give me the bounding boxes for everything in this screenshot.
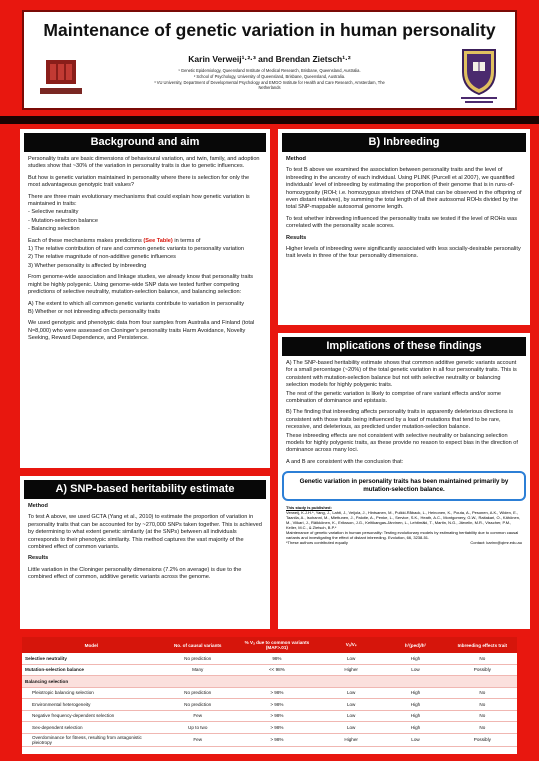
prediction-item: 3) Whether personality is affected by inbreeding [28, 262, 147, 269]
table-cell: Higher [319, 664, 383, 676]
table-cell: High [383, 722, 447, 734]
table-cell: Many [161, 664, 235, 676]
table-cell: No prediction [161, 653, 235, 664]
implication-b2: These inbreeding effects are not consistent with selective neutrality or balancing selection models for highly polygenic traits, as these provide no reason to expect bias in the direction of dominance across many loci. [286, 432, 518, 454]
table-cell [161, 676, 235, 688]
implications-panel [278, 333, 530, 629]
p4-text: Each of these mechanisms makes predictions [28, 237, 144, 244]
table-cell: Up to two [161, 722, 235, 734]
table-cell: Few [161, 733, 235, 746]
background-p8: We used genotypic and phenotypic data from four samples from Australia and Finland (total N≈8,000) who were assessed on Cloninger's personality traits Harm Avoidance, Novelty Seeking, Reward Dependence, and Persistence. [28, 320, 255, 342]
table-header-cell: Inbreeding effects trait [448, 637, 517, 653]
table-cell: Low [319, 687, 383, 699]
table-cell: No [448, 710, 517, 722]
table-row-label: Overdominance for fitness, resulting from antagonistic pleiotropy [22, 733, 161, 746]
table-row-label: Mutation-selection balance [22, 664, 161, 676]
table-header-cell: % Vₐ due to common variants (MAF>.01) [235, 637, 319, 653]
mechanism-item: - Selective neutrality [28, 209, 79, 216]
inbreeding-method-text: To test B above we examined the association between personality traits and the level of inbreeding in the ancestry of each individual. Using PLINK (Purcell et al 2007), we quantified individuals' level of inbreeding by estimating the proportion of their genome that is in runs-of-homozygosity (ROH; i.e. homozygous stretches of DNA that can be observed in the offspring of even distant relatives), by summing the total length of all their autosomal ROHs divided by the total SNP-mappable autosomal genome length. [286, 167, 522, 211]
table-row [22, 733, 517, 746]
inbreeding-panel [278, 129, 530, 325]
citation-block [286, 505, 522, 545]
qimr-logo [38, 56, 84, 102]
affiliation-3: ³ VU University, Department of Developmental Psychology and EMGO Institute for Health and Care Research, Amsterdam, The Netherlands [154, 80, 385, 90]
table-cell: Low [319, 710, 383, 722]
p4-text-end: in terms of [172, 237, 201, 244]
table-row-label: Pleiotropic balancing selection [22, 687, 161, 699]
prediction-item: 1) The relative contribution of rare and common genetic variants to personality variation [28, 246, 244, 253]
table-cell: No [448, 687, 517, 699]
table-cell [383, 676, 447, 688]
table-cell: Low [319, 699, 383, 711]
inbreeding-results-text: Higher levels of inbreeding were significantly associated with less socially-desirable personality trait levels in three of the four personality dimensions. [286, 246, 521, 260]
background-heading: Background and aim [24, 133, 266, 152]
table-row [22, 687, 517, 699]
background-p7: B) Whether or not inbreeding affects personality traits [28, 308, 161, 315]
table-cell: Low [319, 653, 383, 664]
conclusion-box: Genetic variation in personality traits has been maintained primarily by mutation-selection balance. [282, 471, 526, 501]
inbreeding-method-text-2: To test whether inbreeding influenced the personality traits we tested if the level of ROHs was correlated with the personality scale scores. [286, 215, 518, 230]
inbreeding-heading: B) Inbreeding [282, 133, 526, 152]
contact-email[interactable]: Contact: karinv@qimr.edu.au [470, 540, 522, 546]
background-p1: Personality traits are basic dimensions of behavioural variation, and twin, family, and adoption studies show that ~30% of the variation in personality traits is due to genetic influences. [28, 156, 260, 170]
table-cell: Low [383, 664, 447, 676]
see-table-link: (See Table) [143, 237, 173, 244]
table-cell: > 98% [235, 710, 319, 722]
table-cell: No [448, 722, 517, 734]
background-p6: A) The extent to which all common genetic variants contribute to variation in personality [28, 300, 244, 307]
poster-header [22, 10, 517, 110]
table-cell: No prediction [161, 687, 235, 699]
predictions-table [22, 637, 517, 747]
table-cell: > 98% [235, 733, 319, 746]
table-header-cell: Model [22, 637, 161, 653]
table-cell [319, 676, 383, 688]
table-cell [448, 676, 517, 688]
poster-authors: Karin Verweij¹·²·³ and Brendan Zietsch¹·² [188, 54, 351, 64]
prediction-list [28, 246, 262, 270]
snp-panel [20, 476, 270, 629]
table-cell: No [448, 699, 517, 711]
table-row [22, 676, 517, 688]
table-cell: 98% [235, 653, 319, 664]
table-cell: Few [161, 710, 235, 722]
background-p4 [28, 238, 262, 245]
table-cell: > 98% [235, 722, 319, 734]
inbreeding-method-label: Method [286, 156, 306, 162]
dark-divider-band [0, 116, 539, 124]
table-row-label: Selective neutrality [22, 653, 161, 664]
table-row [22, 664, 517, 676]
background-panel [20, 129, 270, 468]
citation-note: *These authors contributed equally [286, 540, 348, 546]
table-header-cell: h²(ped)/h² [383, 637, 447, 653]
table-cell: Low [383, 733, 447, 746]
background-p5: From genome-wide association and linkage studies, we already know that personality traits might be highly polygenic. Using genome-wide SNP data we tested further competing predictions of selective neutrality, mutation-selection balance, and balancing selection: [28, 274, 254, 296]
citation-authors: Verweij, K.J.H.*, Yang, J., Lahti, J., Veijola, J., Hintsanen, M., Pulkki-Råback, L., Heinonen, K., Pouta, A., Pesonen, A.K., Widen, E., Taanila, A., Isohanni, M., Miettunen, J., Palotie, A., Penke, L., Service, S.K., Heath, A.C., Montgomery, G.W., Raitakari, O., Kähönen, M., Viikari, J., Räikkönen, K., Eriksson, J.G., Keltikangas-Järvinen, L., Lehtimäki, T., Martin, N.G., Järvelin, M.R., Visscher, P.M., Keller, M.C., & Zietsch, B.P.* [286, 510, 521, 531]
uq-crest-logo [459, 48, 499, 104]
table-cell: Possibly [448, 664, 517, 676]
predictions-table-panel [22, 637, 517, 754]
prediction-item: 2) The relative magnitude of non-additive genetic influences [28, 254, 176, 261]
background-p2: But how is genetic variation maintained in personality where there is selection for only the most advantageous genotypic trait values? [28, 174, 250, 189]
table-row-label: Balancing selection [22, 676, 161, 688]
table-header-row [22, 637, 517, 653]
table-cell: Possibly [448, 733, 517, 746]
snp-results-label: Results [28, 555, 49, 562]
poster-title: Maintenance of genetic variation in human personality [43, 20, 496, 40]
affiliation-1: ¹ Genetic Epidemiology, Queensland Institute of Medical Research, Brisbane, Queensland, Australia. [178, 68, 361, 73]
table-cell: High [383, 699, 447, 711]
conclusion-intro: A and B are consistent with the conclusion that: [286, 458, 404, 465]
table-row [22, 710, 517, 722]
table-body [22, 653, 517, 746]
snp-results-text: Little variation in the Cloninger personality dimensions (7.2% on average) is due to the combined effect of common, additive genetic variants across the genome. [28, 566, 242, 581]
table-cell: Low [319, 722, 383, 734]
table-cell [235, 676, 319, 688]
table-row [22, 653, 517, 664]
implications-heading: Implications of these findings [282, 337, 526, 356]
table-row-label: Sex-dependent selection [22, 722, 161, 734]
table-row [22, 722, 517, 734]
table-header-cell: No. of causal variants [161, 637, 235, 653]
table-cell: High [383, 710, 447, 722]
table-row-label: Negative frequency-dependent selection [22, 710, 161, 722]
table-cell: Higher [319, 733, 383, 746]
mechanism-list [28, 209, 262, 233]
snp-heading: A) SNP-based heritability estimate [24, 480, 266, 499]
implication-a1: A) The SNP-based heritability estimate shows that common additive genetic variants account for a small percentage (~20%) of the total genetic variation in all four personality traits. This is consistent with mutation-selection balance but not with selective neutrality or balancing selection models for highly polygenic traits. [286, 360, 517, 389]
table-cell: > 98% [235, 687, 319, 699]
table-cell: << 98% [235, 664, 319, 676]
table-cell: No [448, 653, 517, 664]
table-row [22, 699, 517, 711]
table-header-cell: Vₐ/Vₛ [319, 637, 383, 653]
snp-method-text: To test A above, we used GCTA (Yang et al., 2010) to estimate the proportion of variation in personality traits that can be accounted for by ~270,000 SNPs taken together. This is achieved by determining to what extent genetic similarity (at the SNPs) between all individuals corresponds to their phenotypic similarity. This method captures the vast majority of the combined effect of common variants. [28, 514, 262, 551]
table-cell: No prediction [161, 699, 235, 711]
implication-b1: B) The finding that inbreeding affects personality traits in apparently deleterious directions is consistent with those traits being influenced by a load of mutations that tend to be rare, recessive, and deleterious, as predicted under mutation-selection balance. [286, 409, 514, 431]
background-p3: There are three main evolutionary mechanisms that could explain how genetic variation is maintained in traits: [28, 193, 250, 208]
affiliation-2: ² School of Psychology, University of Queensland, Brisbane, Queensland, Australia. [193, 74, 346, 79]
table-cell: High [383, 653, 447, 664]
mechanism-item: - Balancing selection [28, 226, 80, 233]
snp-method-label: Method [28, 503, 48, 509]
table-cell: High [383, 687, 447, 699]
citation-title: Maintenance of genetic variation in human personality: Testing evolutionary models by estimating heritability due to common causal variants and investigating the effect of distant inbreeding. Evolution, 66, 3238-51. [286, 530, 519, 541]
table-row-label: Environmental heterogeneity [22, 699, 161, 711]
citation-heading: This study is published: [286, 505, 332, 511]
table-cell: > 98% [235, 699, 319, 711]
mechanism-item: - Mutation-selection balance [28, 217, 98, 224]
citation-footer [286, 540, 522, 545]
implication-a2: The rest of the genetic variation is likely to comprise of rare variant effects and/or some combination of dominance and epistasis. [286, 390, 502, 405]
inbreeding-results-label: Results [286, 234, 307, 241]
